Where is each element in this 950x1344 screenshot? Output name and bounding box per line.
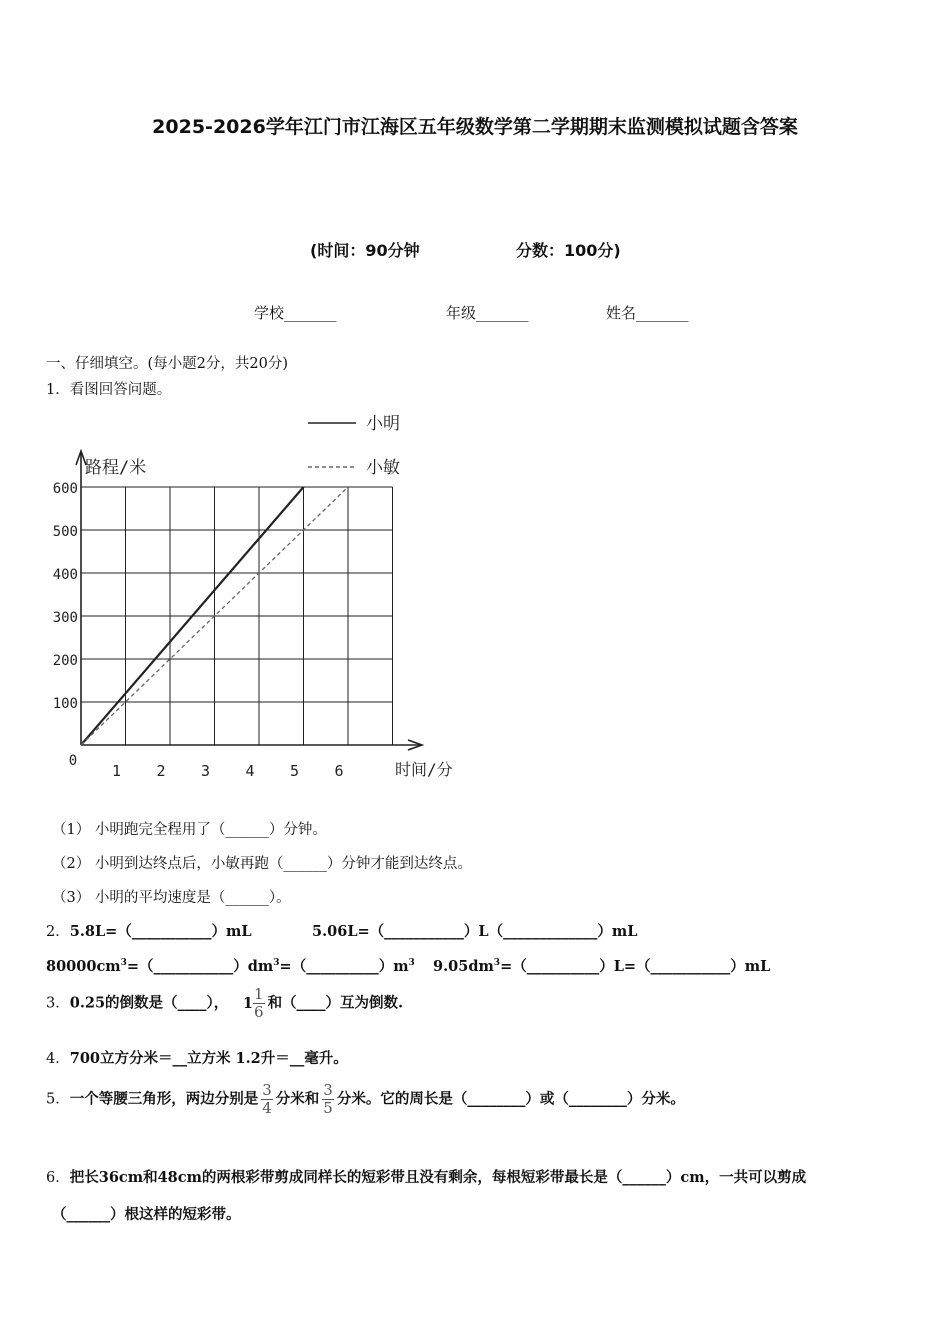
cubic-superscript: 3 bbox=[408, 958, 415, 969]
mixed-number-whole: 1 bbox=[242, 994, 254, 1012]
y-tick-label: 400 bbox=[52, 567, 78, 583]
conversion-a2: 5.06L=（___________）L（_____________）mL bbox=[312, 923, 638, 940]
question-6-line-2: （______）根这样的短彩带。 bbox=[52, 1206, 241, 1223]
fraction-numerator: 3 bbox=[323, 1081, 333, 1099]
school-field: 学校_______ bbox=[254, 304, 337, 322]
cubic-superscript: 3 bbox=[493, 958, 501, 969]
cubic-superscript: 3 bbox=[273, 958, 280, 969]
cubic-superscript: 3 bbox=[120, 958, 127, 969]
question-1-part-3: （3） 小明的平均速度是（______）。 bbox=[52, 890, 291, 906]
legend-label: 小敏 bbox=[366, 458, 400, 478]
conversion-a1: 5.8L=（___________）mL bbox=[69, 923, 252, 940]
question-text: 看图回答问题。 bbox=[69, 382, 172, 398]
y-axis-label: 路程/米 bbox=[85, 458, 147, 478]
b3-prefix: 9.05dm bbox=[433, 958, 494, 975]
x-tick-label: 1 bbox=[111, 762, 122, 780]
y-tick-label: 500 bbox=[52, 524, 78, 540]
y-tick-label: 300 bbox=[52, 610, 78, 626]
fraction-numerator: 3 bbox=[262, 1081, 272, 1099]
grade-field: 年级_______ bbox=[446, 304, 529, 322]
question-number: 1． bbox=[46, 382, 70, 398]
conversion-b1 bbox=[46, 958, 415, 975]
section-heading: 一、仔细填空。(每小题2分，共20分) bbox=[46, 356, 288, 372]
distance-time-chart bbox=[0, 395, 520, 795]
x-tick-label: 4 bbox=[245, 762, 255, 780]
question-text: 把长36cm和48cm的两根彩带剪成同样长的短彩带且没有剩余，每根短彩带最长是（______）cm，一共可以剪成 bbox=[69, 1169, 807, 1186]
question-1-part-1: （1） 小明跑完全程用了（______）分钟。 bbox=[52, 822, 327, 838]
question-3 bbox=[46, 986, 403, 1021]
question-text: 和（____）互为倒数. bbox=[267, 994, 404, 1012]
name-field: 姓名_______ bbox=[606, 304, 689, 322]
x-tick-label: 6 bbox=[334, 762, 344, 780]
question-text: 分米和 bbox=[275, 1090, 320, 1108]
fraction-numerator: 1 bbox=[254, 985, 264, 1003]
b1-prefix: 80000cm bbox=[46, 958, 121, 975]
x-tick-label: 3 bbox=[200, 762, 211, 780]
question-number: 5． bbox=[46, 1091, 70, 1108]
fraction-three-fourths bbox=[261, 1082, 273, 1117]
fraction-three-fifths bbox=[322, 1082, 334, 1117]
question-1-part-2: （2） 小明到达终点后，小敏再跑（______）分钟才能到达终点。 bbox=[52, 856, 472, 872]
question-text: 700立方分米＝__立方米 1.2升＝__毫升。 bbox=[69, 1050, 348, 1067]
conversion-b3 bbox=[433, 955, 770, 976]
x-tick-label: 2 bbox=[156, 762, 166, 780]
question-text: 一个等腰三角形，两边分别是 bbox=[69, 1090, 259, 1108]
b3-suffix: =（__________）L=（___________）mL bbox=[500, 958, 771, 975]
fraction-denominator: 4 bbox=[262, 1099, 272, 1117]
fraction-denominator: 6 bbox=[254, 1003, 264, 1021]
b2-suffix: =（__________）m bbox=[279, 958, 409, 975]
exam-time: (时间：90分钟 bbox=[310, 241, 420, 260]
question-5 bbox=[46, 1082, 685, 1117]
question-number: 6． bbox=[46, 1170, 70, 1186]
question-text: 分米。它的周长是（________）或（________）分米。 bbox=[336, 1090, 685, 1108]
y-tick-label: 100 bbox=[52, 696, 78, 712]
legend-label: 小明 bbox=[366, 414, 400, 434]
question-number: 2． bbox=[46, 924, 70, 940]
question-6 bbox=[46, 1166, 806, 1187]
document-title: 2025-2026学年江门市江海区五年级数学第二学期期末监测模拟试题含答案 bbox=[152, 116, 798, 138]
question-number: 3． bbox=[46, 995, 70, 1012]
question-2-line-1 bbox=[46, 920, 252, 941]
y-tick-label: 600 bbox=[52, 481, 78, 497]
origin-label: 0 bbox=[68, 753, 78, 769]
question-number: 4． bbox=[46, 1051, 70, 1067]
fraction-one-sixth bbox=[253, 986, 265, 1021]
y-tick-label: 200 bbox=[52, 653, 78, 669]
fraction-denominator: 5 bbox=[323, 1099, 333, 1117]
exam-score: 分数：100分) bbox=[516, 241, 621, 260]
x-axis-label: 时间/分 bbox=[395, 760, 453, 779]
question-4 bbox=[46, 1047, 348, 1068]
question-2-line-2 bbox=[46, 955, 415, 976]
question-text: 0.25的倒数是（____）， bbox=[69, 994, 229, 1012]
x-tick-label: 5 bbox=[289, 762, 300, 780]
b1-suffix: =（___________）dm bbox=[126, 958, 274, 975]
